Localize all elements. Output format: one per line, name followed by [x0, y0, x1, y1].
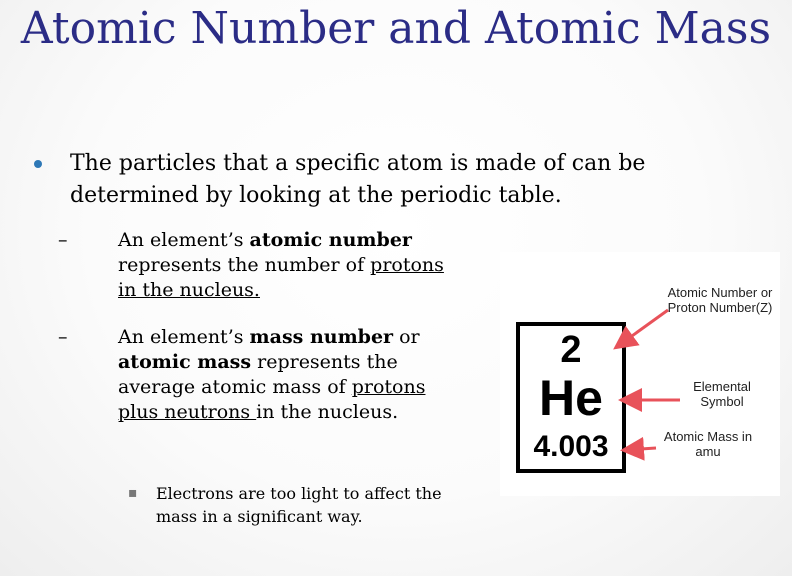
underlined-phrase: protons in the nucleus. [118, 254, 444, 301]
element-tile-diagram [500, 252, 780, 496]
dash-marker: – [58, 229, 68, 251]
slide-title: Atomic Number and Atomic Mass [20, 3, 772, 54]
atomic-mass-value: 4.003 [533, 430, 609, 463]
main-bullet-text: The particles that a specific atom is made of can be determined by looking at the periodic table. [70, 151, 646, 208]
arrow-to-atomic-mass [626, 448, 656, 450]
text-run: An element’s [118, 326, 250, 348]
square-bullet-icon: ▪ [128, 485, 138, 501]
dash-marker: – [58, 326, 68, 348]
atomic-number-value: 2 [560, 329, 582, 371]
label-elemental-symbol: Elemental Symbol [693, 379, 751, 409]
bold-term-mass-number: mass number [249, 326, 394, 348]
text-run: An element’s [118, 229, 250, 251]
third-level-bullet-text: Electrons are too light to affect the mass in a significant way. [156, 484, 442, 526]
bullet-dot-icon [34, 160, 42, 168]
text-run: in the nucleus. [256, 401, 399, 423]
bold-term-atomic-mass: atomic mass [118, 351, 252, 373]
pointer-arrows [500, 252, 780, 496]
label-atomic-number: Atomic Number or Proton Number(Z) [667, 285, 773, 315]
text-run: or [393, 326, 420, 348]
sub-bullet-text [118, 228, 468, 303]
text-run: represents the average atomic mass of [118, 351, 398, 398]
arrow-to-atomic-number [618, 310, 668, 346]
underlined-phrase: protons plus neutrons [118, 376, 426, 423]
element-symbol: He [539, 370, 603, 426]
bold-term-atomic-number: atomic number [249, 229, 412, 251]
text-run: represents the number of [118, 254, 371, 276]
sub-bullet-text [118, 325, 468, 425]
label-atomic-mass: Atomic Mass in amu [663, 429, 753, 459]
